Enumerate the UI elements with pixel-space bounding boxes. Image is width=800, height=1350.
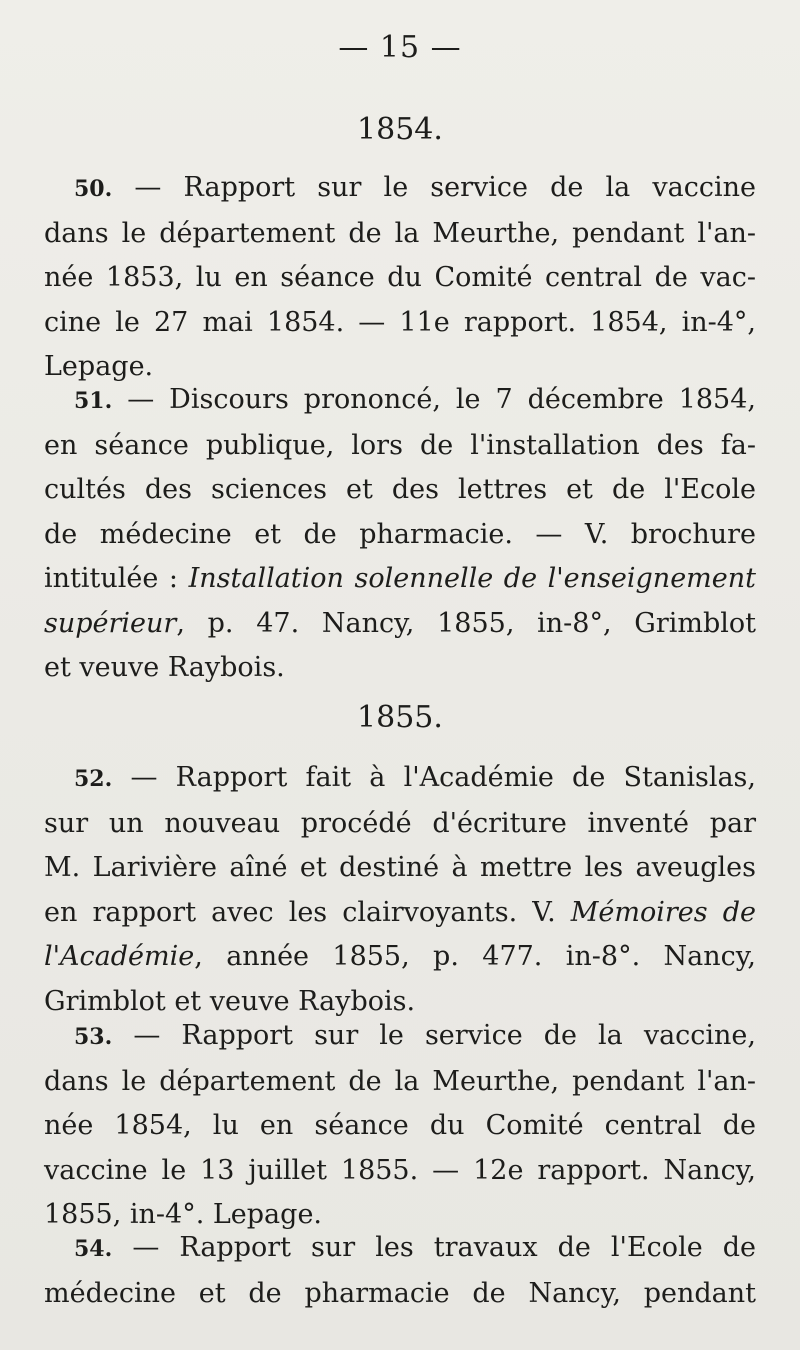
entry-50-line-1: 50. — Rapport sur le service de la vaccine — [74, 172, 756, 203]
entry-52-line-5: l'Académie, année 1855, p. 477. in-8°. Nancy, — [44, 941, 756, 972]
entry-50 — [44, 166, 756, 390]
entry-51-line-2: en séance publique, lors de l'installation des fa- — [44, 429, 756, 461]
entry-54-line-2: médecine et de pharmacie de Nancy, pendant — [44, 1277, 756, 1309]
entry-53-line-2: dans le département de la Meurthe, pendant l'an- — [44, 1065, 756, 1097]
entry-54-line-1: 54. — Rapport sur les travaux de l'Ecole de — [74, 1232, 756, 1263]
entry-number: 52. — [74, 766, 113, 792]
entry-51-line-4: de médecine et de pharmacie. — V. brochure — [44, 518, 756, 550]
entry-50-line-4: cine le 27 mai 1854. — 11e rapport. 1854, in-4°, — [44, 306, 756, 338]
entry-number: 53. — [74, 1024, 113, 1050]
entry-51-line-1: 51. — Discours prononcé, le 7 décembre 1854, — [74, 384, 756, 415]
entry-52-line-6: Grimblot et veuve Raybois. — [44, 985, 416, 1017]
entry-52-line-4: en rapport avec les clairvoyants. V. Mémoires de — [44, 896, 756, 928]
section-year-1854: 1854. — [357, 112, 443, 147]
entry-50-line-5: Lepage. — [44, 351, 154, 382]
page-number: — 15 — — [338, 30, 462, 65]
entry-51-line-5: intitulée : Installation solennelle de l'enseignement — [44, 563, 756, 594]
entry-52-line-2: sur un nouveau procédé d'écriture inventé par — [44, 807, 756, 839]
entry-52-line-1: 52. — Rapport fait à l'Académie de Stanislas, — [74, 762, 756, 793]
entry-51-line-7: et veuve Raybois. — [44, 652, 285, 683]
entry-number: 54. — [74, 1236, 113, 1262]
entry-number: 50. — [74, 176, 113, 202]
entry-50-line-3: née 1853, lu en séance du Comité central de vac- — [44, 262, 756, 293]
entry-53-line-4: vaccine le 13 juillet 1855. — 12e rapport. Nancy, — [44, 1154, 756, 1186]
entry-50-line-2: dans le département de la Meurthe, pendant l'an- — [44, 217, 756, 249]
entry-53-line-1: 53. — Rapport sur le service de la vaccine, — [74, 1020, 756, 1051]
entry-51-line-6: supérieur, p. 47. Nancy, 1855, in-8°, Grimblot — [44, 607, 756, 639]
entry-52 — [44, 756, 756, 1024]
entry-number: 51. — [74, 388, 113, 414]
entry-53 — [44, 1014, 756, 1238]
entry-53-line-5: 1855, in-4°. Lepage. — [44, 1199, 323, 1230]
entry-51-line-3: cultés des sciences et des lettres et de l'Ecole — [44, 474, 756, 505]
italic-title: Installation solennelle de l'enseignement — [188, 563, 756, 594]
entry-52-line-3: M. Larivière aîné et destiné à mettre les aveugles — [44, 852, 756, 883]
entry-54 — [44, 1226, 756, 1316]
section-year-1855: 1855. — [357, 700, 443, 735]
entry-51 — [44, 378, 756, 691]
entry-53-line-3: née 1854, lu en séance du Comité central de — [44, 1110, 756, 1141]
